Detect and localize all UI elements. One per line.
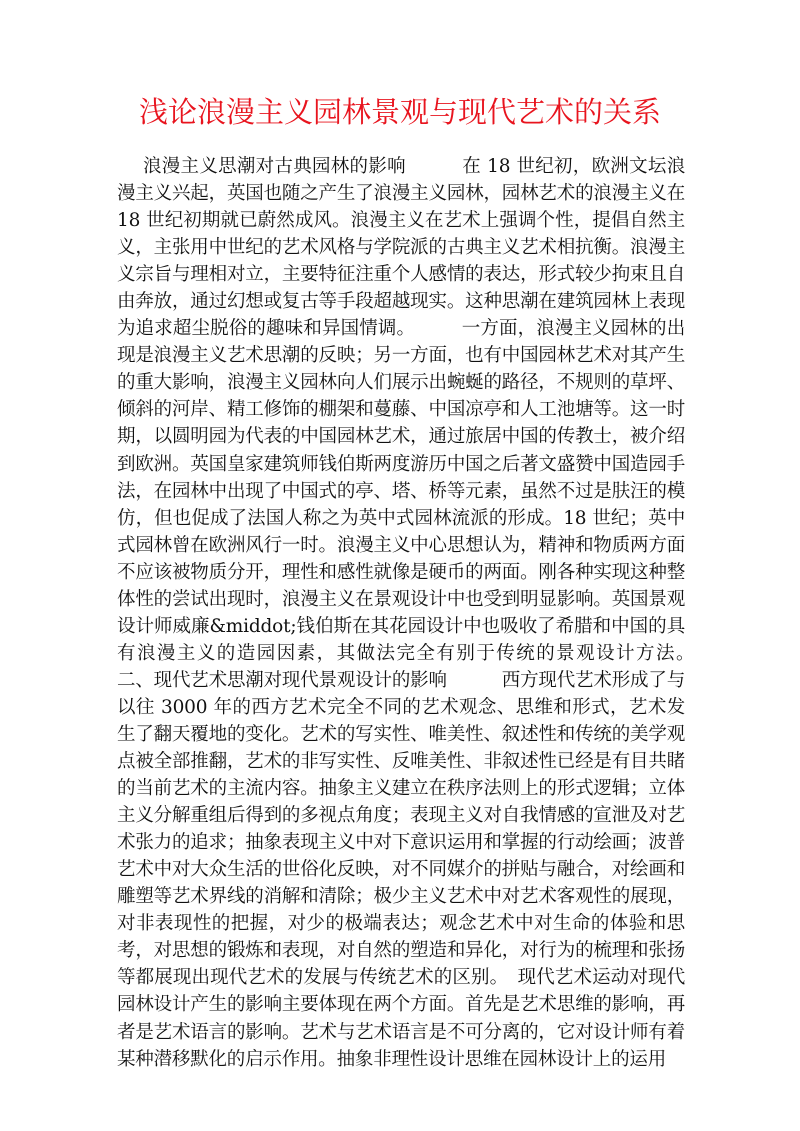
document-title: 浅论浪漫主义园林景观与现代艺术的关系 xyxy=(138,95,661,129)
body-paragraph: 浪漫主义思潮对古典园林的影响 在 18 世纪初，欧洲文坛浪漫主义兴起，英国也随之产生了浪漫主义园林，园林艺术的浪漫主义在 18 世纪初期就已蔚然成风。浪漫主义在艺术上强调个性，提倡自然主义，主张用中世纪的艺术风格与学院派的古典主义艺术相抗衡。浪漫主义宗旨与理相对立，主要特征注重个人感情的表达，形式较少拘束且自由奔放，通过幻想或复古等手段超越现实。这种思潮在建筑园林上表现为追求超尘脱俗的趣味和异国情调。 一方面，浪漫主义园林的出现是浪漫主义艺术思潮的反映；另一方面，也有中国园林艺术对其产生的重大影响，浪漫主义园林向人们展示出蜿蜒的路径，不规则的草坪、倾斜的河岸、精工修饰的棚架和蔓藤、中国凉亭和人工池塘等。这一时期，以圆明园为代表的中国园林艺术，通过旅居中国的传教士，被介绍到欧洲。英国皇家建筑师钱伯斯两度游历中国之后著文盛赞中国造园手法，在园林中出现了中国式的亭、塔、桥等元素，虽然不过是肤汪的模仿，但也促成了法国人称之为英中式园林流派的形成。18 世纪；英中式园林曾在欧洲风行一时。浪漫主义中心思想认为，精神和物质两方面不应该被物质分开，理性和感性就像是硬币的两面。刚各种实现这种整体性的尝试出现时，浪漫主义在景观设计中也受到明显影响。英国景观设计师威廉&middot;钱伯斯在其花园设计中也吸收了希腊和中国的具有浪漫主义的造园因素，其做法完全有别于传统的景观设计方法。 二、现代艺术思潮对现代景观设计的影响 西方现代艺术形成了与以往 3000 年的西方艺术完全不同的艺术观念、思维和形式，艺术发生了翻天覆地的变化。艺术的写实性、唯美性、叙述性和传统的美学观点被全部推翻，艺术的非写实性、反唯美性、非叙述性已经是有目共睹的当前艺术的主流内容。抽象主义建立在秩序法则上的形式逻辑；立体主义分解重组后得到的多视点角度；表现主义对自我情感的宣泄及对艺术张力的追求；抽象表现主义中对下意识运用和掌握的行动绘画；波普艺术中对大众生活的世俗化反映，对不同媒介的拼贴与融合，对绘画和雕塑等艺术界线的消解和清除；极少主义艺术中对艺术客观性的展现，对非表现性的把握，对少的极端表达；观念艺术中对生命的体验和思考，对思想的锻炼和表现，对自然的塑造和异化，对行为的梳理和张扬等都展现出现代艺术的发展与传统艺术的区别。 现代艺术运动对现代园林设计产生的影响主要体现在两个方面。首先是艺术思维的影响，再者是艺术语言的影响。艺术与艺术语言是不可分离的，它对设计师有着某种潜移默化的启示作用。抽象非理性设计思维在园林设计上的运用 xyxy=(117,156,722,1070)
